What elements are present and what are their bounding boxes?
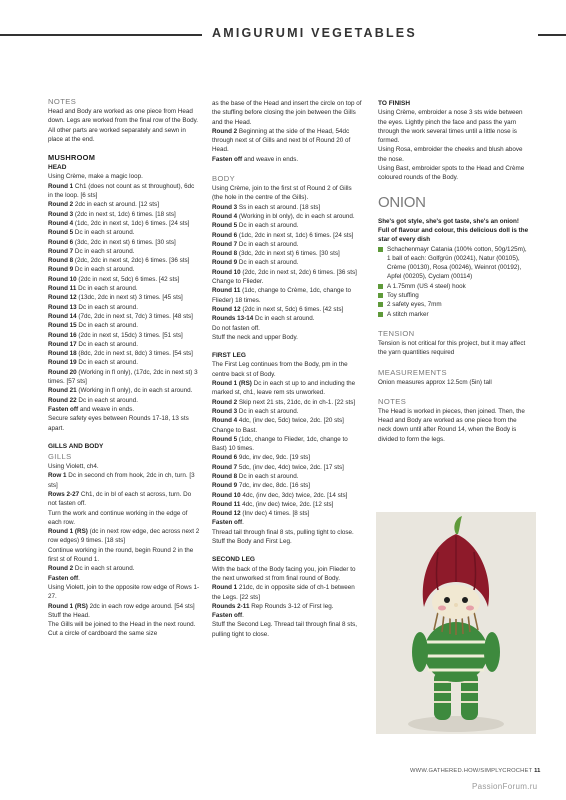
instruction-line: [212, 127, 364, 155]
measurements-text: Onion measures approx 12.5cm (5in) tall: [378, 378, 492, 386]
round-text: (1dc, 2dc in next st, 1dc) 6 times. [24 sts]: [73, 219, 190, 227]
instruction-line: [212, 518, 364, 527]
round-text: (8dc, 2dc in next st, 8dc) 3 times. [54 sts]: [76, 350, 193, 358]
instruction-line: Using Crème, join to the first st of Round 2 of Gills (the hole in the centre of the Gills).: [212, 185, 352, 202]
instruction-line: [48, 219, 200, 228]
material-item: [378, 245, 530, 282]
round-label: Round 2: [48, 565, 74, 573]
instruction-line: [212, 491, 364, 500]
page-number: 11: [534, 768, 541, 774]
instruction-line: Do not fasten off.: [212, 324, 260, 332]
instruction-line: Change to Flieder.: [212, 278, 264, 286]
instruction-line: The Gills will be joined to the Head in the next round. Cut a circle of cardboard the same size: [48, 621, 196, 638]
round-label: Fasten off: [212, 519, 243, 527]
round-text: Dc in each st around.: [73, 565, 135, 573]
instruction-line: [212, 249, 364, 258]
instruction-line: Thread tail through final 8 sts, pulling tight to close. Stuff the Body and First Leg.: [212, 528, 354, 546]
bullet-square-icon: [378, 293, 383, 298]
round-text: (1dc, change to Flieder, 1dc, change to Bast) 10 times.: [212, 435, 348, 453]
instruction-line: [212, 268, 364, 277]
round-label: Round 12: [212, 510, 241, 518]
instruction-line: [48, 210, 200, 219]
round-label: Round 16: [48, 331, 77, 339]
onion-intro: She's got style, she's got taste, she's an onion! Full of flavour and colour, this delicious doll is the star of every dish: [378, 217, 529, 244]
round-text: (1dc, change to Crème, 1dc, change to Flieder) 18 times.: [212, 287, 351, 304]
round-text: Dc in each st around.: [237, 472, 299, 480]
round-text: and weave in ends.: [78, 405, 135, 413]
round-text: 21dc, dc in opposite side of ch-1 between the Legs. [22 sts]: [212, 584, 355, 601]
round-label: Rounds 13-14: [212, 315, 254, 323]
round-label: Round 11: [48, 285, 77, 293]
column-left: [48, 96, 200, 639]
instruction-line: [212, 611, 364, 620]
column-middle: [212, 99, 364, 639]
round-label: Round 1: [212, 584, 238, 592]
instruction-line: [212, 500, 364, 509]
instruction-line: [212, 416, 364, 425]
instruction-line: [212, 212, 364, 221]
round-label: Round 11: [212, 287, 241, 295]
instruction-line: [48, 358, 200, 367]
materials-list: [378, 245, 530, 319]
round-label: Round 3: [48, 210, 74, 218]
round-text: Dc in each st around.: [237, 259, 299, 267]
instruction-line: [212, 472, 364, 481]
round-label: Round 10: [212, 268, 241, 276]
instruction-line: [212, 453, 364, 462]
round-text: 4dc, (inv dec, 3dc) twice, 2dc. [14 sts]: [240, 491, 348, 499]
material-text: Schachenmayr Catania (100% cotton, 50g/125m), 1 ball of each: Golfgrün (00241), Natur (00105), Crème (00130), Rosa (00246), Weinrot (00192), Apfel (00205), Cyclam (00114): [387, 245, 527, 281]
round-label: Round 14: [48, 312, 77, 320]
instruction-line: [212, 463, 364, 472]
round-text: Dc in each st around.: [76, 303, 138, 311]
round-label: Round 8: [48, 257, 74, 265]
instruction-line: [212, 314, 364, 323]
round-text: .: [78, 574, 80, 582]
instruction-line: The First Leg continues from the Body, pm in the centre back st of Body.: [212, 361, 348, 378]
onion-doll-photo: [376, 512, 536, 734]
instruction-line: Change to Bast.: [212, 426, 258, 434]
round-label: Round 20: [48, 368, 77, 376]
instruction-line: Using Rosa, embroider the cheeks and blush above the nose.: [378, 146, 523, 163]
page-header: [0, 24, 566, 46]
round-text: Dc in each st up to and including the marked st, ch1, leave rem sts unworked.: [212, 380, 356, 397]
header-rule-right: [538, 34, 566, 36]
round-label: Rows 2-27: [48, 490, 80, 498]
instruction-line: [48, 228, 200, 237]
round-text: (Inv dec) 4 times. [8 sts]: [240, 510, 310, 518]
round-text: Dc in each st around.: [237, 222, 299, 230]
round-text: 4dc, (inv dec) twice, 2dc. [12 sts]: [240, 500, 334, 508]
round-label: Round 5: [212, 222, 238, 230]
instruction-line: [212, 240, 364, 249]
instruction-line: [48, 321, 200, 330]
instruction-line: With the back of the Body facing you, join Flieder to the next unworked st from final round of Body.: [212, 565, 356, 582]
round-text: Ss in each st around. [18 sts]: [237, 203, 321, 211]
instruction-line: Stuff the neck and upper Body.: [212, 333, 298, 341]
round-label: Round 21: [48, 387, 77, 395]
instruction-line: [48, 396, 200, 405]
round-label: Round 1 (RS): [212, 380, 252, 388]
round-label: Round 2: [212, 398, 238, 406]
instruction-line: [212, 398, 364, 407]
round-label: Round 9: [212, 482, 238, 490]
instruction-line: Stuff the Head.: [48, 611, 90, 619]
instruction-line: [48, 602, 200, 611]
round-label: Round 8: [212, 472, 238, 480]
round-label: Round 4: [212, 212, 238, 220]
instruction-line: Using Crème, embroider a nose 3 sts wide between the eyes. Lightly pinch the face and pass the yarn through the work several times until a little nose is formed.: [378, 109, 523, 145]
instruction-line: [212, 203, 364, 212]
instruction-line: [48, 247, 200, 256]
to-finish-section: [378, 99, 530, 183]
instruction-line: [48, 182, 200, 201]
round-text: Dc in each st around.: [73, 229, 135, 237]
notes-text: The Head is worked in pieces, then joined. Then, the Head and Body are worked as one piece from the neck down until after Round 14, when the Body is divided to form the legs.: [378, 407, 525, 443]
instruction-line: [48, 527, 200, 546]
subsection-heading: GILLS AND BODY: [48, 442, 104, 450]
round-label: Round 3: [212, 203, 238, 211]
round-label: Round 22: [48, 396, 77, 404]
round-label: Round 12: [212, 305, 241, 313]
round-label: Round 6: [48, 238, 74, 246]
section-heading: NOTES: [48, 97, 77, 106]
subsection-heading: FIRST LEG: [212, 352, 246, 360]
round-label: Round 1 (RS): [48, 602, 88, 610]
round-text: (7dc, 2dc in next st, 7dc) 3 times. [48 sts]: [76, 312, 193, 320]
round-label: Round 1: [48, 182, 74, 190]
instruction-line: [212, 221, 364, 230]
footer-url: [410, 768, 541, 774]
round-label: Round 17: [48, 340, 77, 348]
instruction-line: Using Violett, join to the opposite row edge of Rows 1-27.: [48, 583, 200, 601]
column-right: [378, 99, 530, 444]
round-text: (Working in fl only), dc in each st around.: [76, 387, 193, 395]
notes-heading: NOTES: [378, 396, 407, 406]
round-label: Round 7: [48, 247, 74, 255]
instruction-line: [212, 155, 364, 164]
instruction-line: [212, 258, 364, 267]
round-text: (13dc, 2dc in next st) 3 times. [45 sts]: [76, 294, 183, 302]
round-label: Fasten off: [48, 405, 79, 413]
round-text: (3dc, 2dc in next st) 6 times. [30 sts]: [73, 238, 176, 246]
header-rule-left: [0, 34, 202, 36]
round-text: Ch1, dc in bl of each st across, turn. Do not fasten off.: [48, 490, 192, 508]
tension-text: Tension is not critical for this project, but it may affect the yarn quantities required: [378, 339, 526, 357]
round-text: Dc in each st around.: [73, 247, 135, 255]
section-heading: BODY: [212, 174, 236, 184]
instruction-line: [48, 293, 200, 302]
round-text: Dc in each st around.: [73, 266, 135, 274]
onion-doll-illustration: [376, 512, 536, 734]
instruction-line: [48, 265, 200, 274]
material-item: [378, 310, 530, 319]
subsection-heading: SECOND LEG: [212, 556, 255, 564]
material-text: A stitch marker: [387, 310, 429, 318]
instruction-line: Using Violett, ch4.: [48, 463, 99, 471]
round-text: 9dc, inv dec, 9dc. [19 sts]: [237, 454, 310, 462]
instruction-line: [48, 275, 200, 284]
tension-heading: TENSION: [378, 328, 415, 338]
material-item: [378, 282, 530, 291]
instruction-line: [48, 312, 200, 321]
round-label: Round 11: [212, 500, 241, 508]
instruction-line: [212, 435, 364, 454]
round-text: (2dc, 2dc in next st, 2dc) 6 times. [36 sts]: [240, 268, 357, 276]
round-text: Ch1 (does not count as st throughout), 6dc in the loop. [6 sts]: [48, 182, 195, 200]
round-text: Dc in second ch from hook, 2dc in ch, turn. [3 sts]: [48, 472, 195, 489]
round-label: Fasten off: [48, 574, 79, 582]
round-label: Round 1 (RS): [48, 528, 88, 536]
round-text: Dc in each st around.: [76, 359, 138, 367]
instruction-line: [48, 340, 200, 349]
instruction-line: Using Crème, make a magic loop.: [48, 173, 143, 181]
instruction-line: [212, 602, 364, 611]
round-text: Rep Rounds 3-12 of First leg.: [249, 602, 334, 610]
round-label: Round 15: [48, 322, 77, 330]
instruction-line: [212, 231, 364, 240]
round-text: 5dc, (inv dec, 4dc) twice, 2dc. [17 sts]: [237, 463, 344, 471]
round-text: and weave in ends.: [242, 155, 299, 163]
measurements-heading: MEASUREMENTS: [378, 367, 447, 377]
instruction-line: [48, 331, 200, 340]
instruction-line: Turn the work and continue working in the edge of each row.: [48, 509, 188, 526]
instruction-line: Using Bast, embroider spots to the Head and Crème coloured rounds of the Body.: [378, 165, 525, 182]
watermark: PassionForum.ru: [472, 782, 538, 791]
round-label: Round 12: [48, 294, 77, 302]
round-label: Round 6: [212, 454, 238, 462]
bullet-square-icon: [378, 302, 383, 307]
instruction-line: [48, 238, 200, 247]
round-text: Dc in each st around.: [76, 396, 138, 404]
instruction-line: [212, 305, 364, 314]
instruction-line: [212, 286, 364, 305]
round-label: Round 5: [48, 229, 74, 237]
round-label: Round 8: [212, 250, 238, 258]
round-text: 2dc in each row edge around. [54 sts]: [87, 602, 195, 610]
instruction-line: [212, 583, 364, 602]
instruction-line: Stuff the Second Leg. Thread tail through final 8 sts, pulling tight to close.: [212, 621, 358, 638]
material-text: A 1.75mm (US 4 steel) hook: [387, 282, 466, 290]
instruction-line: Head and Body are worked as one piece from Head down. Legs are worked from the final row of the Body. All other parts are worked separately and sewn in place at the end.: [48, 108, 199, 143]
section-title: AMIGURUMI VEGETABLES: [212, 26, 417, 40]
instruction-line: [212, 407, 364, 416]
round-label: Round 4: [48, 219, 74, 227]
round-text: 2dc in each st around. [12 sts]: [73, 201, 159, 209]
round-text: (2dc in next st, 15dc) 3 times. [51 sts]: [76, 331, 183, 339]
round-label: Round 5: [212, 435, 238, 443]
bullet-square-icon: [378, 284, 383, 289]
onion-title: ONION: [378, 193, 426, 211]
subsection-heading: TO FINISH: [378, 100, 411, 107]
material-item: [378, 300, 530, 309]
instruction-line: [212, 509, 364, 518]
instruction-line: [48, 405, 200, 414]
round-label: Round 18: [48, 350, 77, 358]
round-label: Round 6: [212, 231, 238, 239]
round-label: Round 9: [212, 259, 238, 267]
round-label: Round 2: [212, 127, 238, 135]
round-label: Round 2: [48, 201, 74, 209]
instruction-line: [48, 471, 200, 490]
round-text: .: [242, 612, 244, 620]
pattern-title: MUSHROOM: [48, 153, 96, 163]
round-text: (2dc in next st, 1dc) 6 times. [18 sts]: [73, 210, 176, 218]
instruction-line: [48, 368, 200, 387]
instruction-line: Secure safety eyes between Rounds 17-18, 13 sts apart.: [48, 415, 189, 432]
round-text: Dc in each st around.: [253, 315, 315, 323]
instruction-line: [48, 564, 200, 573]
instruction-line: [212, 379, 364, 398]
instruction-line: [48, 490, 200, 509]
round-label: Fasten off: [212, 612, 243, 620]
round-text: (2dc in next st, 5dc) 6 times. [42 sts]: [76, 275, 180, 283]
round-text: (dc in next row edge, dec across next 2 row edges) 9 times. [18 sts]: [48, 528, 200, 545]
round-label: Round 13: [48, 303, 77, 311]
subsection-heading: HEAD: [48, 164, 67, 172]
instruction-line: [48, 284, 200, 293]
instruction-line: as the base of the Head and insert the circle on top of the stuffing before closing the join between the Gills and the Head.: [212, 100, 362, 126]
round-label: Round 7: [212, 463, 238, 471]
round-text: Dc in each st around.: [76, 285, 138, 293]
round-label: Row 1: [48, 472, 67, 480]
round-text: 7dc, inv dec, 8dc. [16 sts]: [237, 482, 310, 490]
round-text: (Working in bl only), dc in each st around.: [237, 212, 355, 220]
round-label: Round 7: [212, 240, 238, 248]
footer-link-text: WWW.GATHERED.HOW/SIMPLYCROCHET: [410, 768, 533, 774]
round-text: (2dc, 2dc in next st, 2dc) 6 times. [36 sts]: [73, 257, 190, 265]
round-label: Round 10: [48, 275, 77, 283]
round-text: Skip next 21 sts, 21dc, dc in ch-1. [22 sts]: [237, 398, 356, 406]
instruction-line: [48, 349, 200, 358]
bullet-square-icon: [378, 247, 383, 252]
round-text: Dc in each st around.: [237, 407, 299, 415]
round-text: Dc in each st around.: [237, 240, 299, 248]
section-heading: GILLS: [48, 452, 72, 462]
round-label: Fasten off: [212, 155, 243, 163]
material-text: Toy stuffing: [387, 292, 419, 300]
material-text: 2 safety eyes, 7mm: [387, 301, 442, 309]
round-text: .: [242, 519, 244, 527]
round-text: (3dc, 2dc in next st) 6 times. [30 sts]: [237, 250, 340, 258]
instruction-line: [48, 574, 200, 583]
instruction-line: [48, 386, 200, 395]
round-label: Round 10: [212, 491, 241, 499]
round-label: Round 9: [48, 266, 74, 274]
round-text: Beginning at the side of the Head, 54dc through next st of Gills and next bl of Round 20 of Head.: [212, 127, 351, 154]
instruction-line: Continue working in the round, begin Round 2 in the first st of Round 1.: [48, 546, 194, 564]
round-text: 4dc, (inv dec, 5dc) twice, 2dc. [20 sts]: [237, 417, 344, 425]
round-label: Round 3: [212, 407, 238, 415]
round-text: (Working in fl only), (17dc, 2dc in next st) 3 times. [57 sts]: [48, 368, 198, 386]
round-text: Dc in each st around.: [76, 322, 138, 330]
round-label: Rounds 2-11: [212, 602, 250, 610]
instruction-line: [212, 481, 364, 490]
round-text: (2dc in next st, 5dc) 6 times. [42 sts]: [240, 305, 344, 313]
instruction-line: [48, 303, 200, 312]
round-label: Round 4: [212, 417, 238, 425]
round-text: Dc in each st around.: [76, 340, 138, 348]
round-label: Round 19: [48, 359, 77, 367]
round-text: (1dc, 2dc in next st, 1dc) 6 times. [24 sts]: [237, 231, 354, 239]
bullet-square-icon: [378, 312, 383, 317]
instruction-line: [48, 256, 200, 265]
material-item: [378, 291, 530, 300]
instruction-line: [48, 200, 200, 209]
